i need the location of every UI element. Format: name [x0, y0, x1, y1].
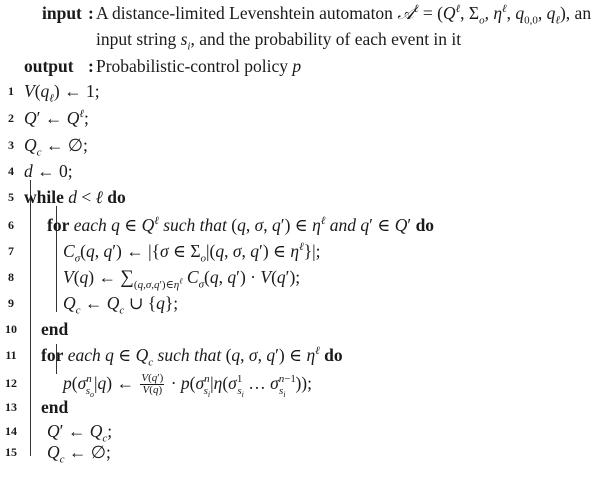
line-code: $Q_c$ ← $Q_c$ ∪ {q};: [63, 293, 179, 317]
line-number: 12: [5, 376, 17, 390]
line-number: 6: [8, 218, 14, 232]
line-code: $Q_c$ ← ∅;: [47, 442, 111, 466]
line-number: 15: [5, 445, 17, 459]
line-code: $Q_c$ ← ∅;: [24, 135, 88, 159]
fraction: $\frac{V(q')}{V(q)}$: [141, 372, 164, 397]
line-number: 14: [5, 424, 17, 438]
line-number: 1: [8, 84, 14, 98]
line-number: 11: [5, 348, 17, 362]
input-colon: :: [88, 3, 94, 23]
line-code: $C_\sigma(q$, q′) ← |{σ ∈ $\Sigma_o|(q$, σ, q′) ∈ $\eta^\ell\}|$;: [63, 241, 321, 265]
line-code: Q′ ← $Q_c$;: [47, 421, 113, 445]
output-description: Probabilistic-control policy p: [96, 56, 302, 76]
input-description-line2: input string $s_i$, and the probability of each event in it: [96, 29, 462, 53]
line-number: 10: [5, 322, 17, 336]
line-number: 8: [8, 270, 14, 284]
line-number: 4: [8, 164, 14, 178]
line-number: 13: [5, 400, 17, 414]
line-code: for each q ∈ $Q^\ell$ such that (q, σ, q′) ∈ $\eta^\ell$ and q′ ∈ Q′ do: [47, 215, 435, 235]
line-number: 9: [8, 296, 14, 310]
line-code: d ← 0;: [24, 161, 73, 181]
line-number: 7: [8, 244, 14, 258]
line-number: 3: [8, 138, 14, 152]
line-code: while d < ℓ do: [24, 187, 126, 207]
line-code: Q′ ← $Q^\ell$;: [24, 108, 89, 128]
line-code: end: [41, 397, 69, 417]
line-code: end: [41, 319, 69, 339]
line-number: 5: [8, 190, 14, 204]
line-code: V(q) ← $\sum_{(q,\sigma,q')\in\eta^\ell}$ $C_\sigma(q$, q′) · V(q′);: [63, 267, 301, 291]
line-code: $p(\sigma^n_{s_o}|q)$ ← $\frac{V(q')}{V(q)}$ · $p(\sigma^n_{s_i}|\eta(\sigma^1_{s_i}$ … $\sigma^{n-1}_{s_i}$));: [63, 372, 312, 399]
line-code: for each q ∈ $Q_c$ such that (q, σ, q′) ∈ $\eta^\ell$ do: [41, 345, 343, 369]
line-code: $V(q_\ell)$ ← 1;: [24, 81, 100, 105]
input-label: input: [42, 3, 82, 23]
output-colon: :: [88, 56, 94, 76]
input-description-line1: A distance-limited Levenshtein automaton 𝒜$^\ell$ = ($Q^\ell$, $\Sigma_o$, $\eta^\ell$, $q_{0,0}$, $q_\ell$), an: [96, 3, 592, 27]
line-number: 2: [8, 111, 14, 125]
output-label: output: [24, 56, 74, 76]
while-block-bar: [30, 180, 31, 456]
